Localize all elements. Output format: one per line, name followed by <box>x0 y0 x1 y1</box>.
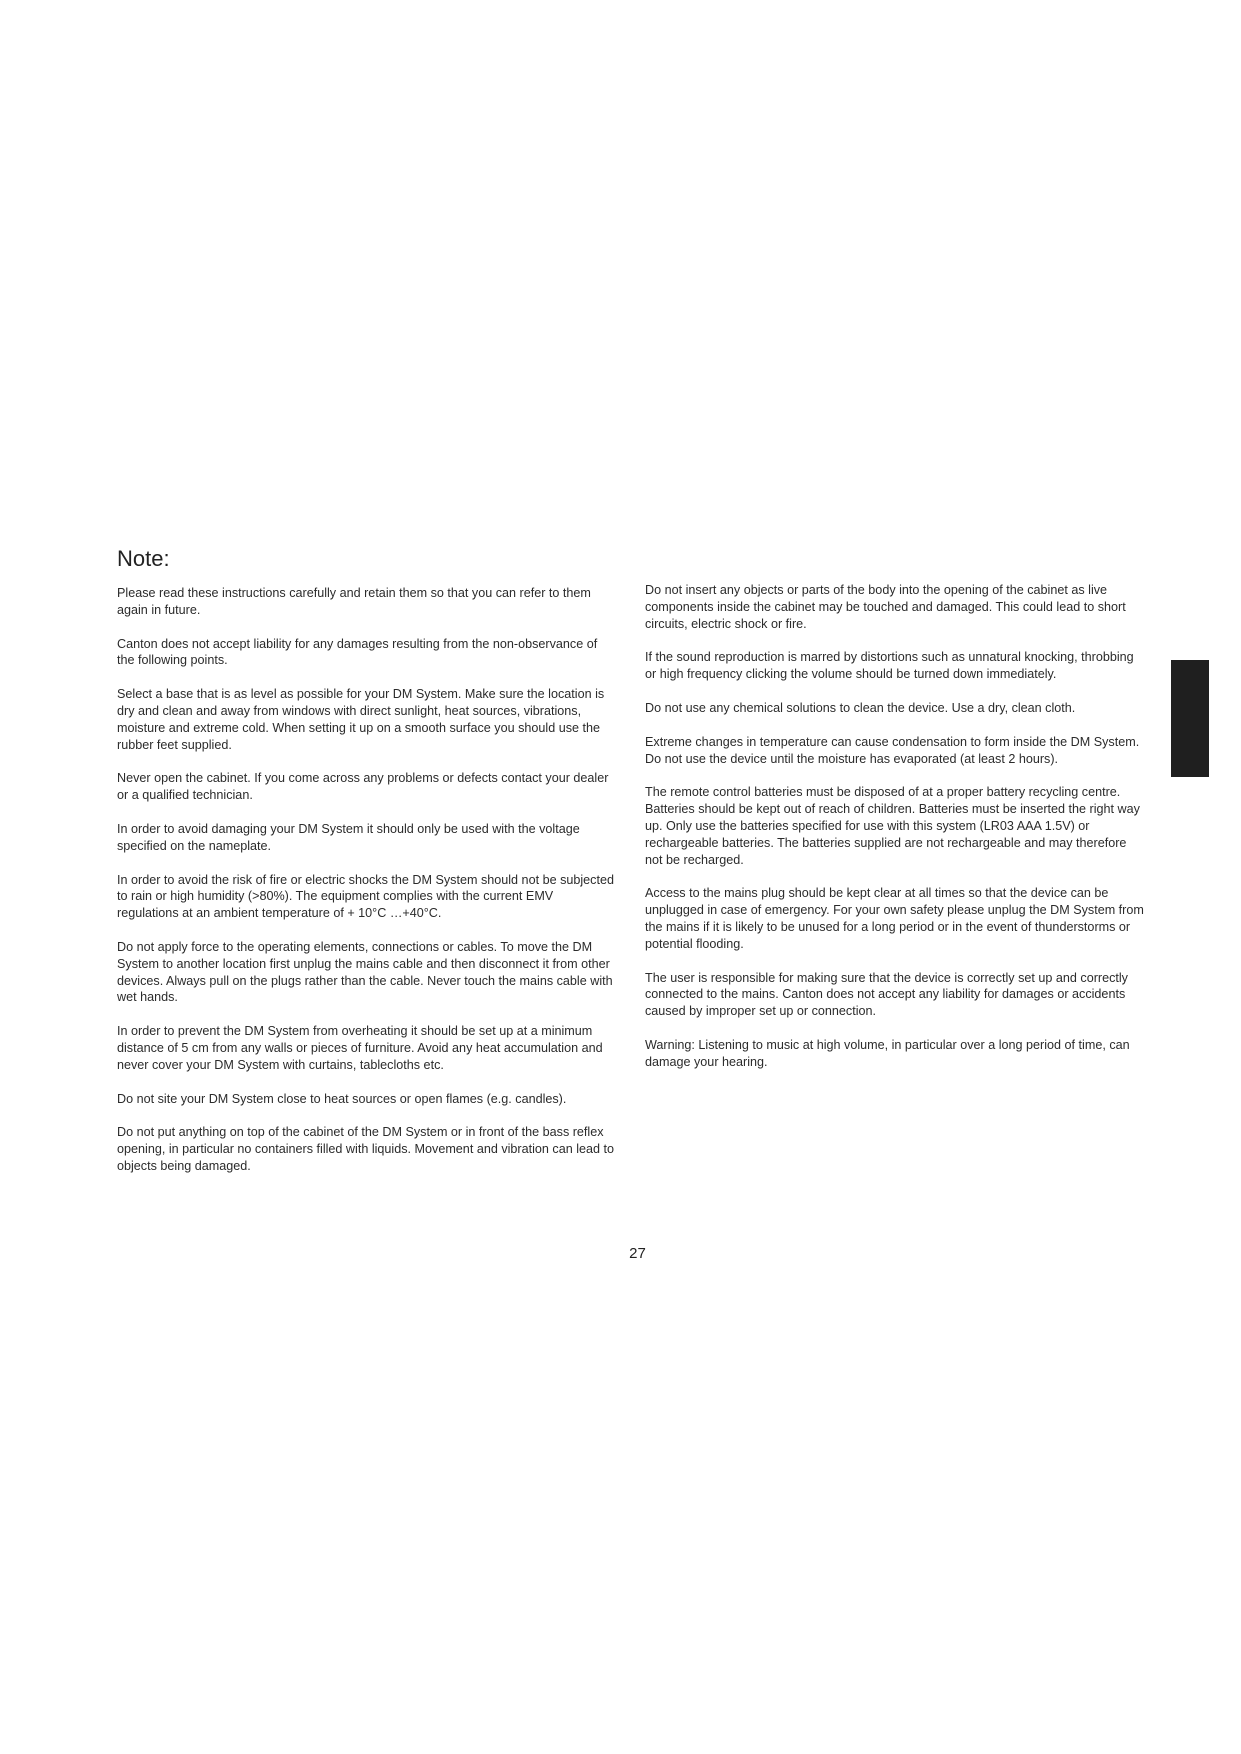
paragraph: Do not site your DM System close to heat sources or open flames (e.g. candles). <box>117 1091 567 1106</box>
right-column <box>645 582 1145 1088</box>
chapter-tab-marker <box>1171 660 1209 777</box>
paragraph: If the sound reproduction is marred by distortions such as unnatural knocking, throbbing or high frequency clicking the volume should be turned down immediately. <box>645 650 1134 682</box>
paragraph: Do not insert any objects or parts of the body into the opening of the cabinet as live components inside the cabinet may be touched and damaged. This could lead to short circuits, electric shock or fire. <box>645 583 1126 631</box>
paragraph: Extreme changes in temperature can cause condensation to form inside the DM System. Do not use the device until the moisture has evaporated (at least 2 hours). <box>645 734 1140 766</box>
paragraph: Canton does not accept liability for any damages resulting from the non-observance of the following points. <box>117 636 598 668</box>
left-column <box>117 585 617 1192</box>
paragraph: In order to avoid the risk of fire or electric shocks the DM System should not be subjected to rain or high humidity (>80%). The equipment complies with the current EMV regulations at an ambient temperature of + 10°C …+40°C. <box>117 872 614 921</box>
paragraph: Never open the cabinet. If you come across any problems or defects contact your dealer or a qualified technician. <box>117 771 609 803</box>
paragraph: Access to the mains plug should be kept clear at all times so that the device can be unplugged in case of emergency. For your own safety please unplug the DM System from the mains if it is likely to be unused for a long period or in the event of thunderstorms or potential flooding. <box>645 886 1144 951</box>
paragraph: The remote control batteries must be disposed of at a proper battery recycling centre. Batteries should be kept out of reach of children. Batteries must be inserted the right way up. Only use the batteries specified for use with this system (LR03 AAA 1.5V) or rechargeable batteries. The batteries supplied are not rechargeable and may therefore not be recharged. <box>645 785 1140 867</box>
paragraph: Please read these instructions carefully and retain them so that you can refer to them again in future. <box>117 586 591 617</box>
paragraph: Do not apply force to the operating elements, connections or cables. To move the DM System to another location first unplug the mains cable and then disconnect it from other devices. Always pull on the plugs rather than the cable. Never touch the mains cable with wet hands. <box>117 939 613 1005</box>
page-title: Note: <box>117 546 170 571</box>
paragraph: Do not use any chemical solutions to clean the device. Use a dry, clean cloth. <box>645 700 1076 715</box>
page-number: 27 <box>629 1245 646 1262</box>
paragraph: Select a base that is as level as possible for your DM System. Make sure the location is dry and clean and away from windows with direct sunlight, heat sources, vibrations, moisture and extreme cold. When setting it up on a smooth surface you should use the rubber feet supplied. <box>117 687 605 752</box>
paragraph: In order to prevent the DM System from overheating it should be set up at a minimum distance of 5 cm from any walls or pieces of furniture. Avoid any heat accumulation and never cover your DM System with curtains, tablecloths etc. <box>117 1024 603 1072</box>
paragraph: The user is responsible for making sure that the device is correctly set up and correctly connected to the mains. Canton does not accept any liability for damages or accidents caused by improper set up or connection. <box>645 970 1128 1019</box>
paragraph: Warning: Listening to music at high volume, in particular over a long period of time, can damage your hearing. <box>645 1037 1130 1069</box>
paragraph: Do not put anything on top of the cabinet of the DM System or in front of the bass reflex opening, in particular no containers filled with liquids. Movement and vibration can lead to objects being damaged. <box>117 1125 615 1173</box>
paragraph: In order to avoid damaging your DM System it should only be used with the voltage specified on the nameplate. <box>117 821 580 853</box>
